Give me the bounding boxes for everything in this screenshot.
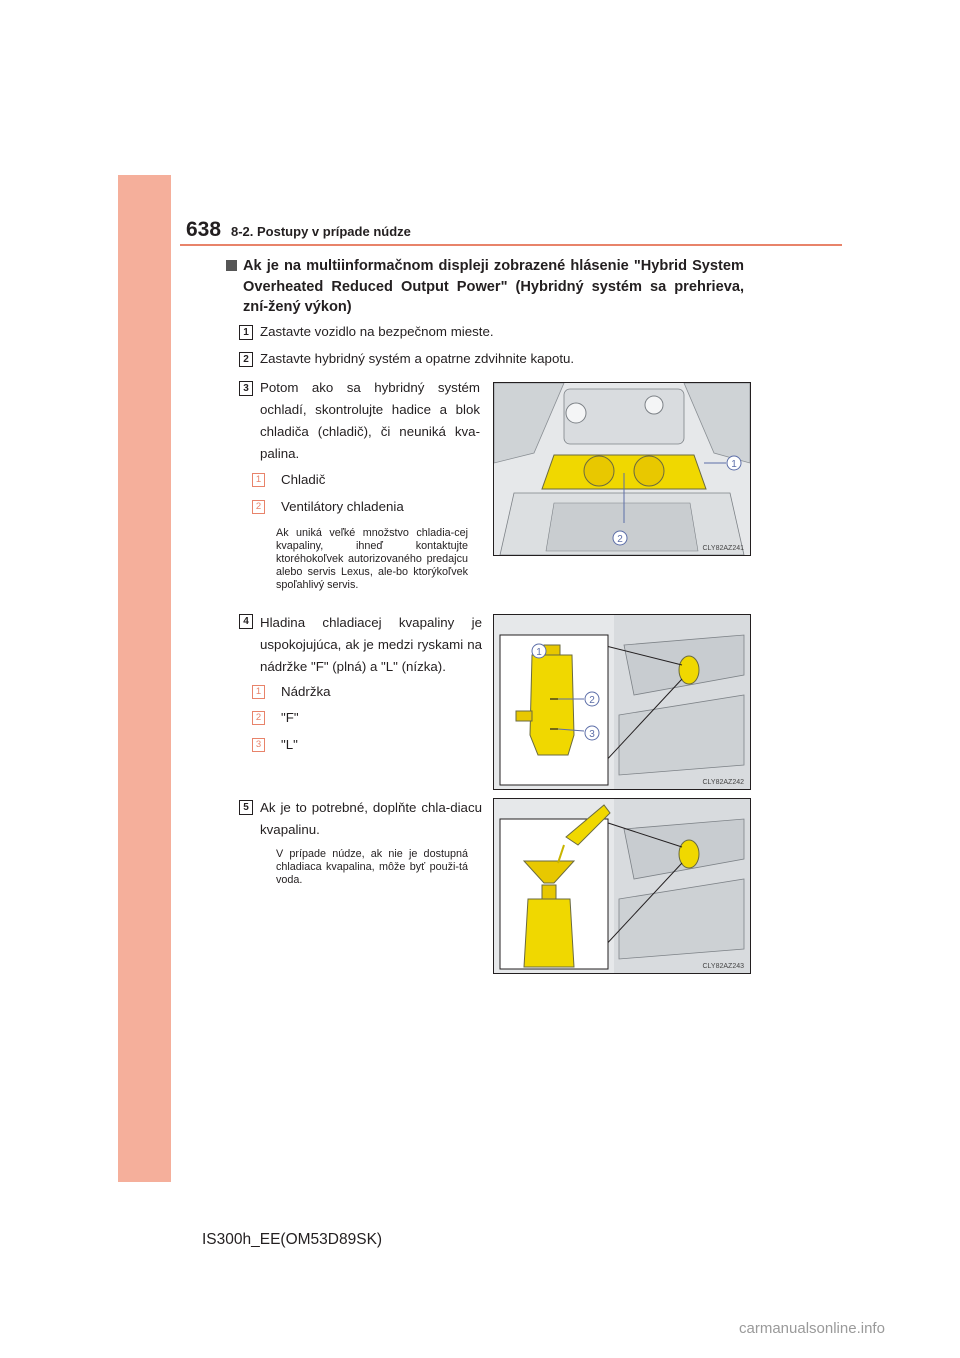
step-number-3: 3 xyxy=(239,381,253,396)
step-number-1: 1 xyxy=(239,325,253,340)
reservoir-figure xyxy=(493,614,751,790)
figure-callout-1: 1 xyxy=(536,647,542,658)
callout-key-1: 1 xyxy=(252,473,265,487)
radiator-figure xyxy=(493,382,751,556)
watermark: carmanualsonline.info xyxy=(739,1320,885,1337)
figure-callout-2: 2 xyxy=(617,534,623,545)
step-3-note: Ak uniká veľké množstvo chladia-cej kvapaliny, ihneď kontaktujte ktoréhokoľvek autorizovaného predajcu alebo servis Lexus, ale-bo ktorýkoľvek spoľahlivý servis. xyxy=(276,527,468,591)
step-3-text: Potom ako sa hybridný systém ochladí, skontrolujte hadice a blok chladiča (chladič), či neuniká kva-palina. xyxy=(260,380,480,461)
warning-heading xyxy=(226,256,744,318)
step-number-4: 4 xyxy=(239,614,253,629)
callout-key-2: 2 xyxy=(252,500,265,514)
heading-text: Ak je na multiinformačnom displeji zobrazené hlásenie "Hybrid System Overheated Reduced Output Power" (Hybridný systém sa prehrieva, zní-žený výkon) xyxy=(243,258,744,315)
step-4-text: Hladina chladiacej kvapaliny je uspokojujúca, ak je medzi ryskami na nádržke "F" (plná) a "L" (nízka). xyxy=(260,615,482,674)
step-2-text: Zastavte hybridný systém a opatrne zdvihnite kapotu. xyxy=(260,351,575,366)
step-number-5: 5 xyxy=(239,800,253,815)
section-title: 8-2. Postupy v prípade núdze xyxy=(231,224,411,239)
cooling-fans-label: Ventilátory chladenia xyxy=(281,499,404,514)
step-5-note: V prípade núdze, ak nie je dostupná chladiaca kvapalina, môže byť použi-tá voda. xyxy=(276,848,468,886)
l-mark-label: "L" xyxy=(281,737,298,752)
figure-callout-2: 2 xyxy=(589,695,595,706)
refill-figure xyxy=(493,798,751,974)
step-1-text: Zastavte vozidlo na bezpečnom mieste. xyxy=(260,324,494,339)
page-number: 638 xyxy=(186,218,222,241)
reservoir-label: Nádržka xyxy=(281,684,331,699)
figure-code: CLY82AZ241 xyxy=(702,545,744,552)
manual-code-footer: IS300h_EE(OM53D89SK) xyxy=(202,1231,383,1248)
step-5-text: Ak je to potrebné, doplňte chla-diacu kvapalinu. xyxy=(260,800,482,837)
callout-key-1: 1 xyxy=(252,685,265,699)
figure-callout-3: 3 xyxy=(589,729,595,740)
f-mark-label: "F" xyxy=(281,710,299,725)
figure-code: CLY82AZ242 xyxy=(702,779,744,786)
figure-code: CLY82AZ243 xyxy=(702,963,744,970)
figure-callout-1: 1 xyxy=(731,459,737,470)
step-number-2: 2 xyxy=(239,352,253,367)
chapter-sidebar-tab xyxy=(118,175,171,1182)
header-divider xyxy=(180,244,842,246)
callout-key-2: 2 xyxy=(252,711,265,725)
radiator-label: Chladič xyxy=(281,472,326,487)
square-bullet-icon xyxy=(226,260,237,271)
callout-key-3: 3 xyxy=(252,738,265,752)
